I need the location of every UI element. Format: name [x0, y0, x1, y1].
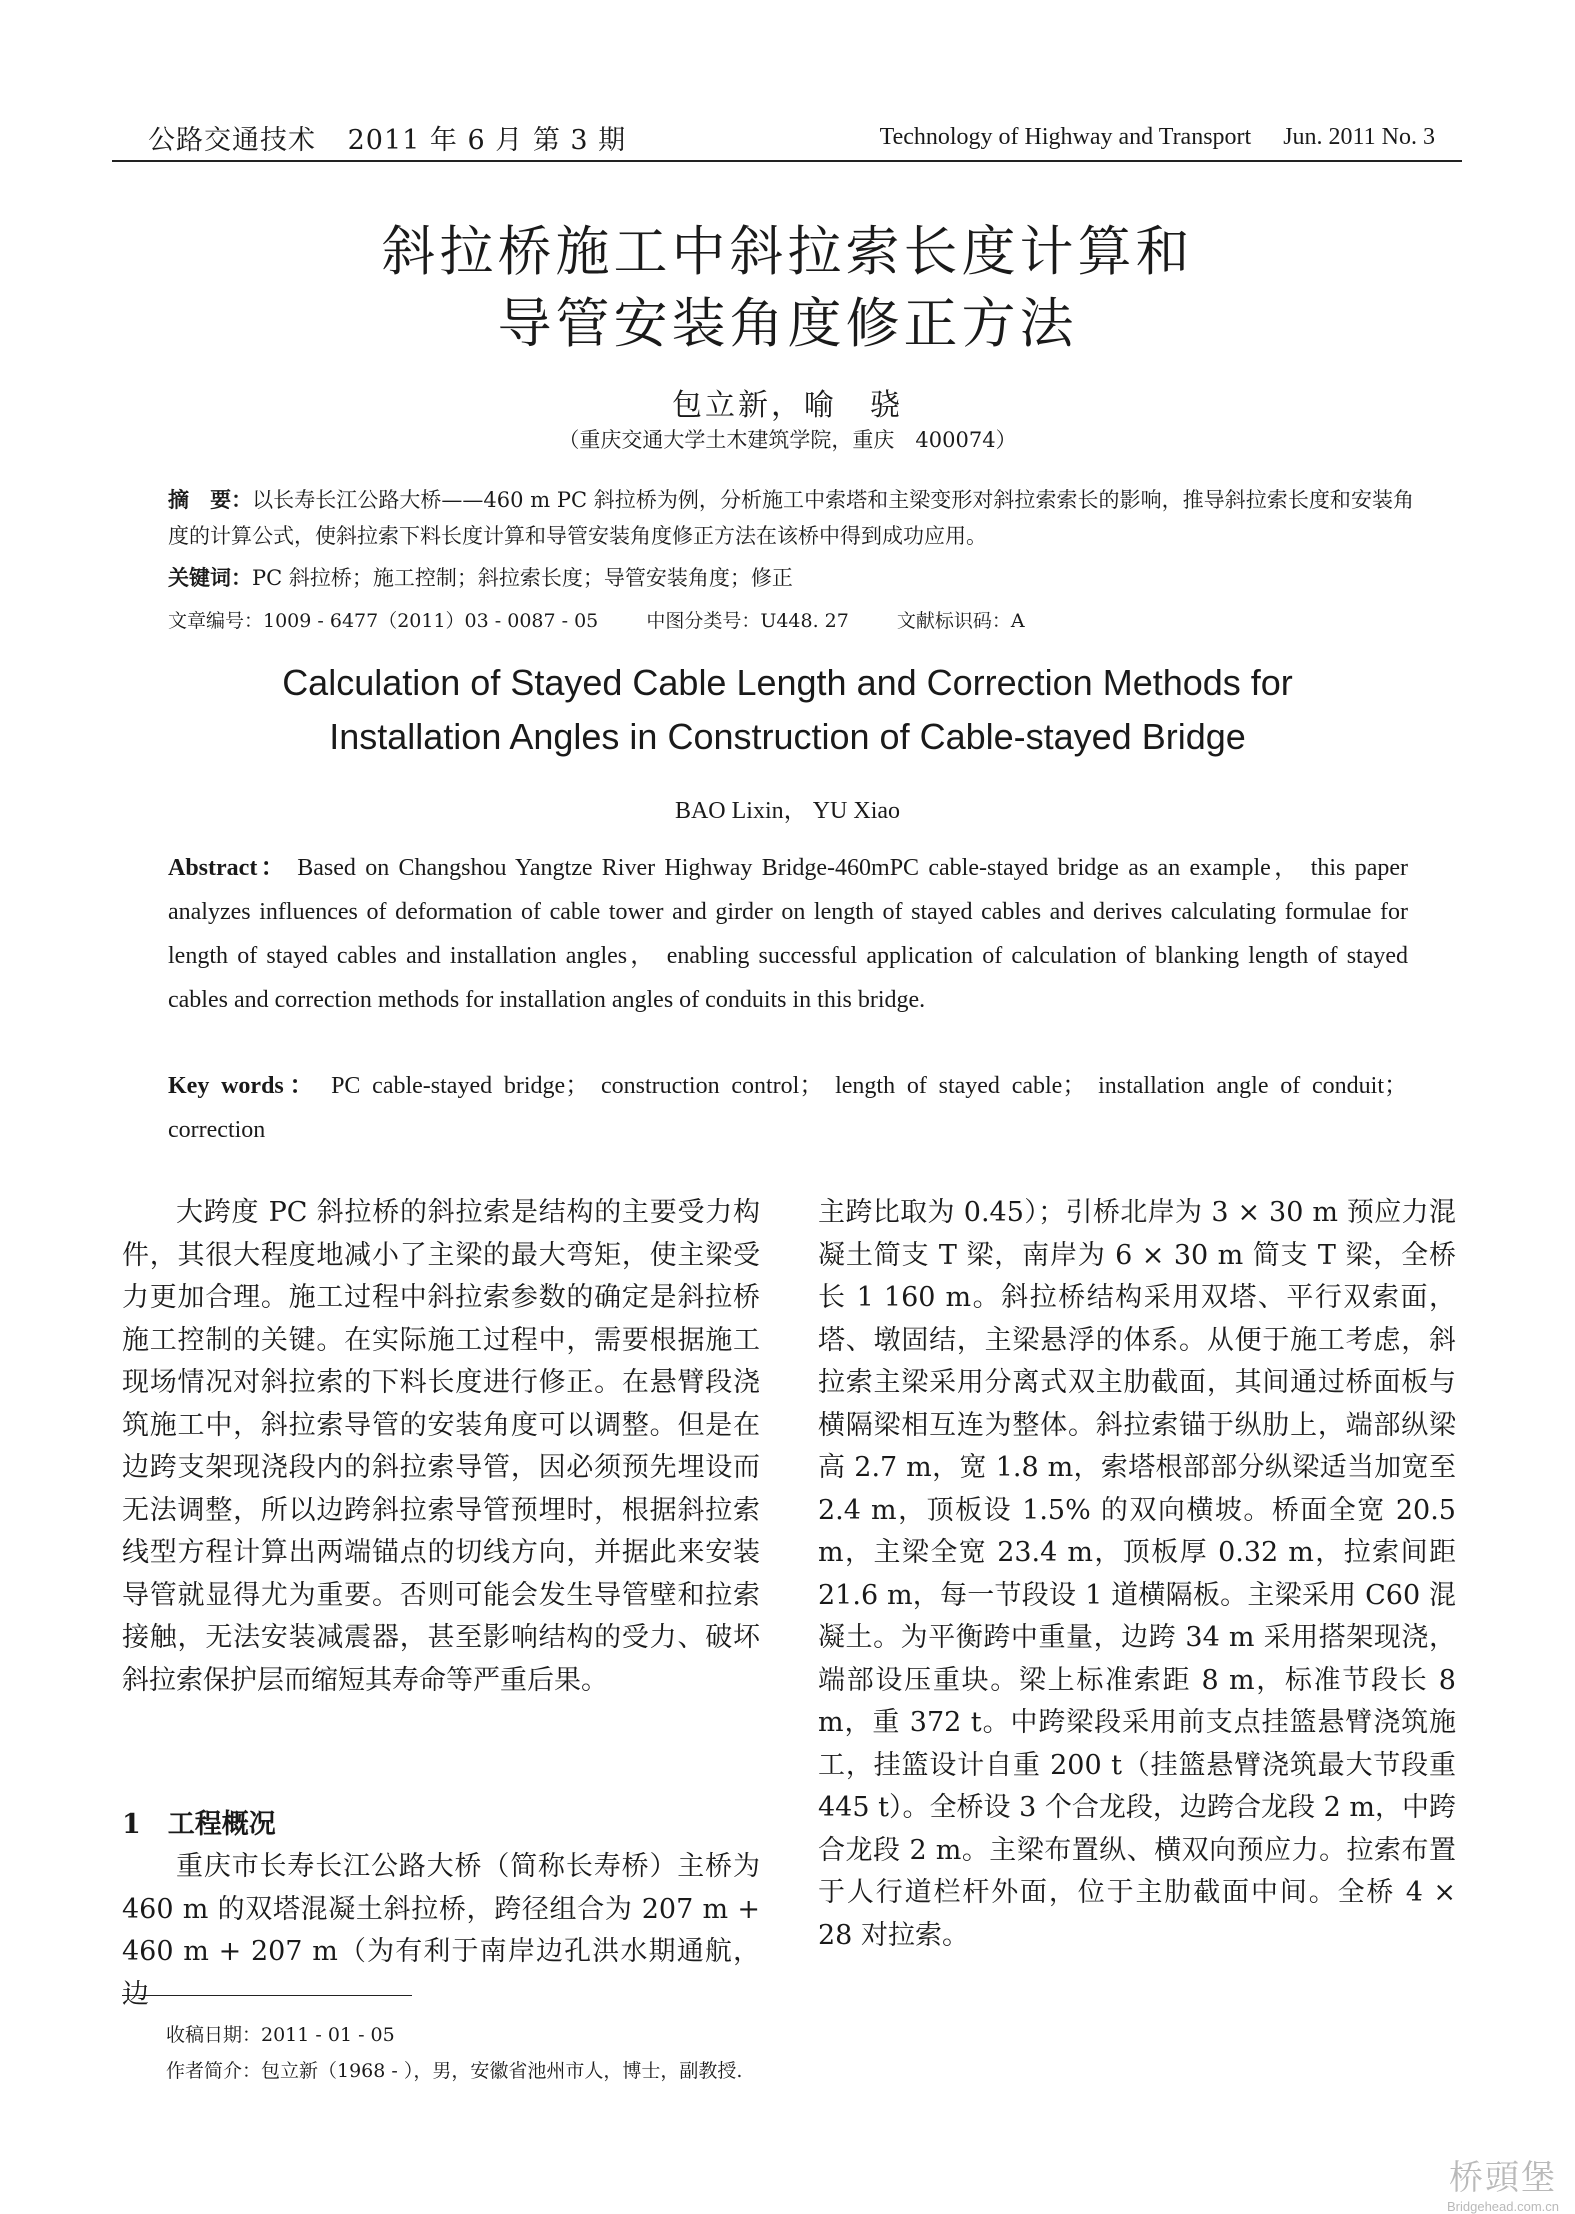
section-1-body: [122, 1846, 760, 2016]
title-cn-line2: 导管安装角度修正方法: [497, 292, 1078, 355]
keywords-cn: [168, 562, 1414, 592]
article-number: 文章编号：1009 - 6477（2011）03 - 0087 - 05: [168, 610, 599, 632]
article-meta: [168, 606, 1067, 633]
watermark-logo: [1447, 2150, 1559, 2214]
issue-cn: 2011 年 6 月 第 3 期: [347, 125, 627, 156]
abstract-cn: [168, 482, 1414, 554]
abstract-en-text: Based on Changshou Yangtze River Highway Bridge-460mPC cable-stayed bridge as an example， this paper analyzes influences of deformation of cable tower and girder on length of stayed cables and derives calculating formulae for length of stayed cables and installation angles， enabling successful application of calculation of blanking length of stayed cables and correction methods for installation angles of conduits in this bridge.: [168, 855, 1409, 1013]
clc-number: 中图分类号：U448. 27: [646, 610, 849, 632]
keywords-cn-text: PC 斜拉桥；施工控制；斜拉索长度；导管安装角度；修正: [252, 566, 793, 590]
title-cn-line1: 斜拉桥施工中斜拉索长度计算和: [381, 220, 1194, 283]
body-left-column: [122, 1192, 760, 1702]
keywords-en: [168, 1064, 1408, 1152]
watermark-text: 桥頭堡: [1448, 2158, 1557, 2198]
issue-en: Jun. 2011 No. 3: [1283, 124, 1435, 150]
abstract-cn-text: 以长寿长江公路大桥——460 m PC 斜拉桥为例，分析施工中索塔和主梁变形对斜拉索索长的影响，推导斜拉索长度和安装角度的计算公式，使斜拉索下料长度计算和导管安装角度修正方法在该桥中得到成功应用。: [168, 488, 1415, 548]
header-rule: [112, 160, 1462, 162]
section-1-heading: 1 工程概况: [122, 1809, 276, 1840]
abstract-en: [168, 846, 1408, 1022]
keywords-en-label: Key words：: [168, 1073, 320, 1099]
journal-header-right: [880, 124, 1435, 151]
journal-name-cn: 公路交通技术: [148, 125, 316, 156]
footnote-rule: [122, 1995, 412, 1996]
abstract-en-label: Abstract：: [168, 855, 288, 881]
authors-en: BAO Lixin， YU Xiao: [674, 798, 901, 824]
keywords-en-text: PC cable-stayed bridge； construction control； length of stayed cable； installation angle of conduit； correction: [168, 1073, 1408, 1143]
footnote-author-bio: 作者简介：包立新（1968 - ），男，安徽省池州市人，博士，副教授.: [166, 2060, 743, 2082]
affiliation-cn: （重庆交通大学土木建筑学院，重庆 400074）: [558, 428, 1017, 452]
document-code: 文献标识码：A: [896, 610, 1025, 632]
abstract-cn-label: 摘 要：: [168, 487, 253, 512]
authors-cn: 包立新，喻 骁: [672, 388, 903, 423]
footnote-received: 收稿日期：2011 - 01 - 05: [166, 2024, 395, 2046]
watermark-site: Bridgehead.com.cn: [1446, 2199, 1559, 2214]
section-1-paragraph: 重庆市长寿长江公路大桥（简称长寿桥）主桥为 460 m 的双塔混凝土斜拉桥，跨径组合为 207 m + 460 m + 207 m（为有利于南岸边孔洪水期通航，边: [122, 1851, 760, 2010]
title-en: [0, 656, 1575, 764]
journal-name-en: Technology of Highway and Transport: [879, 124, 1252, 150]
section-1-continued: 主跨比取为 0.45）；引桥北岸为 3 × 30 m 预应力混凝土简支 T 梁，南岸为 6 × 30 m 简支 T 梁，全桥长 1 160 m。斜拉桥结构采用双塔、平行双索面，塔、墩固结，主梁悬浮的体系。从便于施工考虑，斜拉索主梁采用分离式双主肋截面，其间通过桥面板与横隔梁相互连为整体。斜拉索锚于纵肋上，端部纵梁高 2.7 m，宽 1.8 m，索塔根部部分纵梁适当加宽至 2.4 m，顶板设 1.5% 的双向横坡。桥面全宽 20.5 m，主梁全宽 23.4 m，顶板厚 0.32 m，拉索间距 21.6 m，每一节段设 1 道横隔板。主梁采用 C60 混凝土。为平衡跨中重量，边跨 34 m 采用搭架现浇，端部设压重块。梁上标准索距 8 m，标准节段长 8 m，重 372 t。中跨梁段采用前支点挂篮悬臂浇筑施工，挂篮设计自重 200 t（挂篮悬臂浇筑最大节段重 445 t）。全桥设 3 个合龙段，边跨合龙段 2 m，中跨合龙段 2 m。主梁布置纵、横双向预应力。拉索布置于人行道栏杆外面，位于主肋截面中间。全桥 4 × 28 对拉索。: [818, 1197, 1456, 1951]
body-right-column: [818, 1192, 1456, 1957]
title-en-line2: Installation Angles in Construction of Cable-stayed Bridge: [329, 716, 1246, 757]
journal-header-left: [148, 118, 626, 157]
title-en-line1: Calculation of Stayed Cable Length and Correction Methods for: [282, 662, 1293, 703]
keywords-cn-label: 关键词：: [168, 565, 252, 590]
intro-paragraph: 大跨度 PC 斜拉桥的斜拉索是结构的主要受力构件，其很大程度地减小了主梁的最大弯矩，使主梁受力更加合理。施工过程中斜拉索参数的确定是斜拉桥施工控制的关键。在实际施工过程中，需要根据施工现场情况对斜拉索的下料长度进行修正。在悬臂段浇筑施工中，斜拉索导管的安装角度可以调整。但是在边跨支架现浇段内的斜拉索导管，因必须预先埋设而无法调整，所以边跨斜拉索导管预埋时，根据斜拉索线型方程计算出两端锚点的切线方向，并据此来安装导管就显得尤为重要。否则可能会发生导管壁和拉索接触，无法安装减震器，甚至影响结构的受力、破坏斜拉索保护层而缩短其寿命等严重后果。: [122, 1197, 760, 1696]
